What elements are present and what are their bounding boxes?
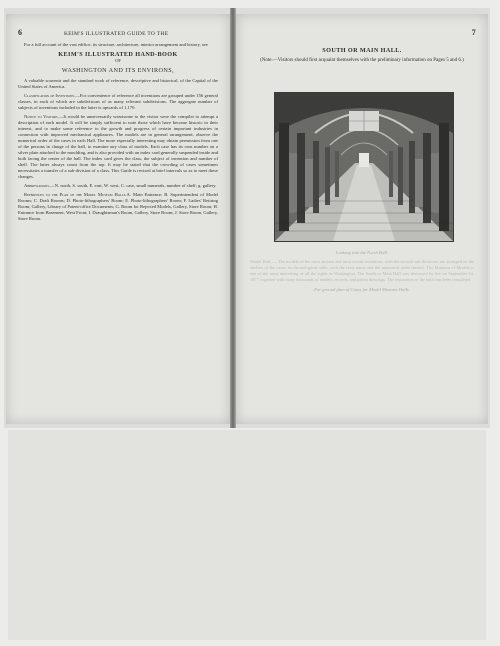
book-title: KEIM'S ILLUSTRATED HAND-BOOK	[58, 51, 178, 58]
classification-text: —For convenience of reference all inventions are grouped under 156 general classes, in each of which are subdivisions of as many relevant subdivisions. The aggregate number of subjects of inventions included in the latter is upwards of 1,170.	[18, 93, 218, 110]
left-page-number: 6	[18, 28, 23, 37]
book-title-of: OF	[115, 58, 121, 63]
notice-paragraph	[18, 114, 218, 180]
main-hall-engraving	[274, 92, 454, 242]
faded-caption-top: Looking into the North Hall.	[335, 250, 389, 255]
abbreviations-paragraph	[18, 183, 218, 189]
classification-paragraph	[18, 93, 218, 111]
right-page-number: 7	[471, 28, 476, 37]
references-paragraph	[18, 192, 218, 222]
abbreviations-text: —N. north, S. south, E. east, W. west, C. case, small numerals, number of shelf; g. gallery.	[50, 183, 217, 188]
abbreviations-heading: Abbreviations.	[24, 183, 51, 188]
hall-illustration	[275, 93, 453, 241]
intro-line: For a full account of the vast edifice, its structure, architecture, interior arrangement and history, see	[24, 42, 208, 47]
right-page-header	[236, 14, 488, 37]
references-heading: References to the Plan of the Model Museum Halls.	[24, 192, 127, 197]
right-page-note: (Note.—Visitors should first acquaint themselves with the preliminary information on Pages 5 and 6.)	[260, 58, 464, 63]
left-page	[6, 14, 230, 424]
faded-text-block	[236, 246, 488, 296]
notice-heading: Notice to Visitors.	[24, 114, 59, 119]
faded-caption-bottom: For ground plan of Cases for Model Museum Halls.	[314, 287, 410, 292]
notice-text: —It would be unnecessarily wearisome to the visitor were the compiler to attempt a description of each model. It will be simply sufficient to note those which have become historic in their interest, and to make some reference to the growth and progress of certain important industries in connection with improved mechanical appliances. The models are in general arrangement, observe the numerical order of the cases in each Hall. The more especially interesting may obtain permission from one of the persons in charge of the hall, to examine any class of models. Each case has its own number on a silver plate attached to the moulding, and is also provided with an index card generally suspended inside and both facing the center of the hall. The index card gives the class, the subject of invention and number of shelf. The latter always count from the top. It may be stated that the crowding of cases sometimes necessitates a transfer of a sub-division of a class. This Guide is revised at brief intervals so as to meet these changes.	[18, 114, 218, 179]
running-head: KEIM'S ILLUSTRATED GUIDE TO THE	[63, 31, 169, 37]
book-subtitle: WASHINGTON AND ITS ENVIRONS,	[61, 67, 175, 74]
right-page-heading: SOUTH OR MAIN HALL.	[322, 47, 402, 54]
book-spread	[4, 8, 490, 428]
book-description: A valuable souvenir and the standard work of reference, descriptive and historical, of the Capital of the United States of America.	[18, 78, 218, 89]
classification-heading: Classification of Inventions.	[24, 93, 76, 98]
references-text: A. Main Entrance; B. Superintendent of Model Rooms; C. Draft Rooms; D. Photo-lithographers' Room; E. Photo-lithographers' Room; F. Ladies' Retiring Room; Gallery, Library of Patent-office Documents; G. Room for Rejected Models, Gallery, Store Room; H. Entrance from Basement, West Front; I. Draughtsman's Room, Gallery, Store Room; J. Store Room, Gallery, Store Room.	[18, 192, 219, 221]
faded-body-text: Model Hall. — The models of the most ancient and most recent inventions, with the several sub-divisions, are arranged on the shelves of the cases, in chronological order, with the class name and the numerical order thereof. The Museum of Models is one of the most interesting of all the sights in Washington. The South or Main Hall was destroyed by fire on September 24, 1877, together with many thousands of models, records, and patent drawings. The restoration of the halls has been completed.	[250, 259, 474, 282]
left-page-header	[6, 14, 230, 37]
right-page	[236, 14, 488, 424]
blank-lower-area	[8, 430, 486, 640]
